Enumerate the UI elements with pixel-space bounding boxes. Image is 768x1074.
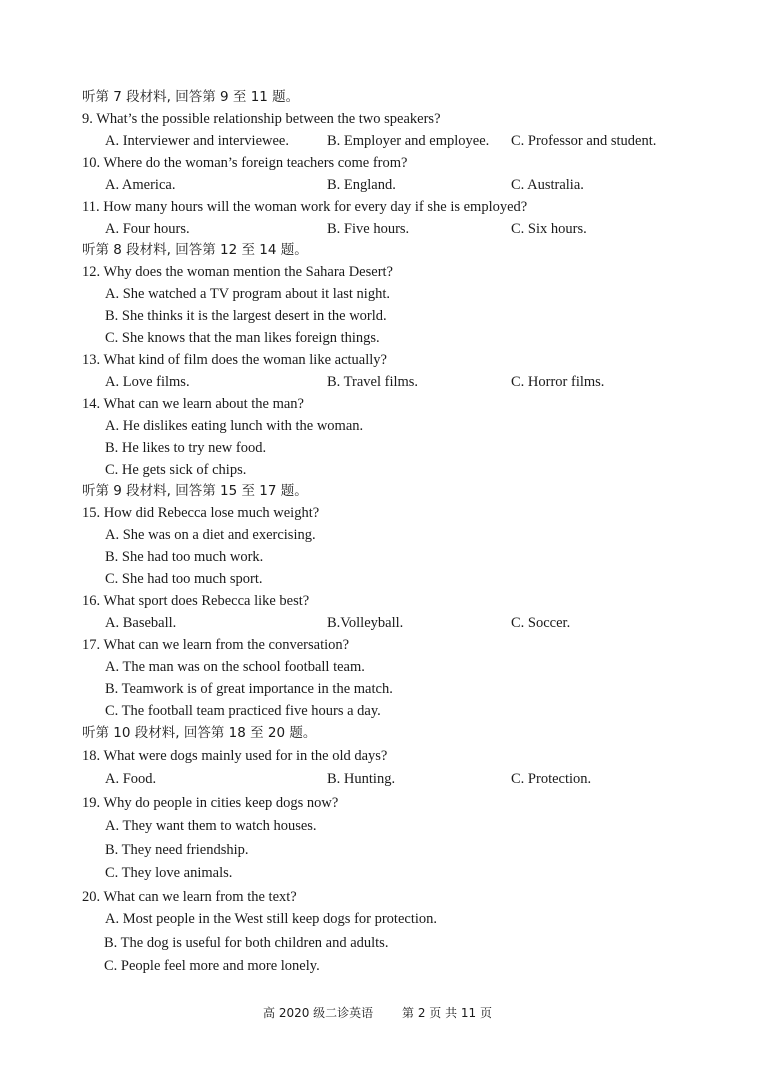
option-line [0, 908, 768, 930]
answer-option: A. They want them to watch houses. [105, 818, 317, 834]
answer-option: C. Horror films. [511, 374, 605, 390]
question-text: 18. What were dogs mainly used for in the old days? [82, 748, 388, 764]
section-line [0, 86, 768, 108]
option-line [0, 700, 768, 722]
question-line [0, 886, 768, 908]
page-footer [0, 1002, 768, 1024]
option-line [0, 524, 768, 546]
answer-option: B. She thinks it is the largest desert in the world. [105, 308, 387, 324]
section-line [0, 722, 768, 744]
options-row [0, 612, 768, 634]
option-line [0, 955, 768, 977]
options-row [0, 174, 768, 196]
option-line [0, 862, 768, 884]
answer-option: C. Protection. [511, 771, 592, 787]
question-text: 12. Why does the woman mention the Sahara Desert? [82, 264, 393, 280]
option-line [0, 656, 768, 678]
answer-option: A. Love films. [105, 374, 190, 390]
answer-option: C. Professor and student. [511, 133, 657, 149]
question-text: 9. What’s the possible relationship between the two speakers? [82, 111, 441, 127]
question-line [0, 349, 768, 371]
section-heading: 听第 9 段材料, 回答第 15 至 17 题。 [82, 483, 308, 499]
section-heading: 听第 8 段材料, 回答第 12 至 14 题。 [82, 242, 308, 258]
option-line [0, 568, 768, 590]
options-row [0, 218, 768, 240]
answer-option: A. Most people in the West still keep dogs for protection. [105, 911, 438, 927]
options-row [0, 371, 768, 393]
question-line [0, 152, 768, 174]
question-text: 10. Where do the woman’s foreign teachers come from? [82, 155, 408, 171]
answer-option: A. Food. [105, 771, 157, 787]
question-line [0, 634, 768, 656]
answer-option: A. He dislikes eating lunch with the woman. [105, 418, 364, 434]
option-line [0, 932, 768, 954]
question-line [0, 261, 768, 283]
section-line [0, 480, 768, 502]
option-line [0, 327, 768, 349]
question-text: 14. What can we learn about the man? [82, 396, 304, 412]
question-line [0, 590, 768, 612]
page-number: 第 2 页 共 11 页 [402, 1006, 492, 1020]
option-line [0, 415, 768, 437]
question-text: 20. What can we learn from the text? [82, 889, 297, 905]
question-text: 17. What can we learn from the conversation? [82, 637, 350, 653]
option-line [0, 459, 768, 481]
question-line [0, 745, 768, 767]
answer-option: C. She had too much sport. [105, 571, 263, 587]
answer-option: A. She was on a diet and exercising. [105, 527, 316, 543]
answer-option: B. Five hours. [327, 221, 410, 237]
option-line [0, 305, 768, 327]
answer-option: B.Volleyball. [327, 615, 404, 631]
question-text: 13. What kind of film does the woman like actually? [82, 352, 387, 368]
answer-option: C. The football team practiced five hours a day. [105, 703, 381, 719]
section-heading: 听第 10 段材料, 回答第 18 至 20 题。 [82, 725, 317, 741]
question-line [0, 393, 768, 415]
exam-name: 高 2020 级二诊英语 [263, 1006, 374, 1020]
option-line [0, 546, 768, 568]
answer-option: B. She had too much work. [105, 549, 264, 565]
question-line [0, 502, 768, 524]
question-text: 16. What sport does Rebecca like best? [82, 593, 310, 609]
question-line [0, 792, 768, 814]
question-line [0, 196, 768, 218]
section-line [0, 239, 768, 261]
question-text: 15. How did Rebecca lose much weight? [82, 505, 320, 521]
answer-option: C. Soccer. [511, 615, 571, 631]
options-row [0, 130, 768, 152]
question-text: 11. How many hours will the woman work for every day if she is employed? [82, 199, 528, 215]
answer-option: A. Four hours. [105, 221, 190, 237]
option-line [0, 815, 768, 837]
question-line [0, 108, 768, 130]
answer-option: C. He gets sick of chips. [105, 462, 247, 478]
answer-option: B. The dog is useful for both children and adults. [104, 935, 389, 951]
section-heading: 听第 7 段材料, 回答第 9 至 11 题。 [82, 89, 300, 105]
answer-option: A. Interviewer and interviewee. [105, 133, 289, 149]
option-line [0, 283, 768, 305]
answer-option: B. He likes to try new food. [105, 440, 267, 456]
option-line [0, 839, 768, 861]
answer-option: A. Baseball. [105, 615, 177, 631]
answer-option: B. Employer and employee. [327, 133, 490, 149]
answer-option: B. Travel films. [327, 374, 419, 390]
answer-option: B. England. [327, 177, 396, 193]
option-line [0, 437, 768, 459]
answer-option: A. She watched a TV program about it last night. [105, 286, 390, 302]
answer-option: B. Teamwork is of great importance in the match. [105, 681, 393, 697]
answer-option: C. Six hours. [511, 221, 587, 237]
option-line [0, 678, 768, 700]
answer-option: B. They need friendship. [105, 842, 249, 858]
answer-option: C. Australia. [511, 177, 584, 193]
answer-option: C. She knows that the man likes foreign things. [105, 330, 380, 346]
question-text: 19. Why do people in cities keep dogs now? [82, 795, 339, 811]
answer-option: A. The man was on the school football team. [105, 659, 365, 675]
answer-option: C. People feel more and more lonely. [104, 958, 320, 974]
answer-option: A. America. [105, 177, 176, 193]
answer-option: B. Hunting. [327, 771, 396, 787]
options-row [0, 768, 768, 790]
answer-option: C. They love animals. [105, 865, 233, 881]
